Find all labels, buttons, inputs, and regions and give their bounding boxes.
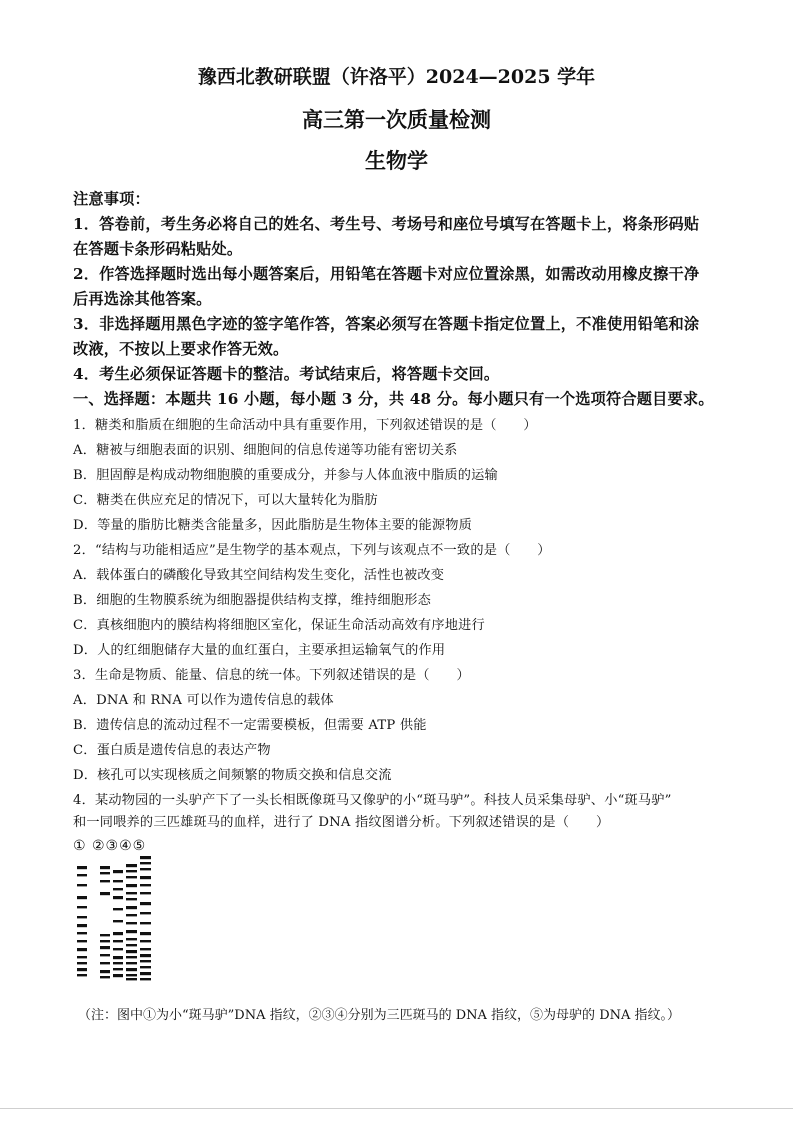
gel-band bbox=[126, 892, 137, 894]
gel-band bbox=[140, 948, 151, 950]
gel-band bbox=[100, 866, 110, 869]
gel-band bbox=[126, 968, 137, 971]
gel-band bbox=[126, 898, 137, 900]
gel-band bbox=[140, 884, 151, 886]
notice-line: 2．作答选择题时选出每小题答案后，用铅笔在答题卡对应位置涂黑，如需改动用橡皮擦干净 bbox=[73, 265, 700, 283]
question-option: B．细胞的生物膜系统为细胞器提供结构支撑，维持细胞形态 bbox=[73, 593, 431, 608]
gel-band bbox=[100, 962, 110, 964]
gel-band bbox=[100, 970, 110, 973]
dna-fingerprint-figure bbox=[73, 836, 163, 986]
gel-band bbox=[140, 892, 151, 894]
figure-note: （注：图中①为小“斑马驴”DNA 指纹，②③④分别为三匹斑马的 DNA 指纹，⑤为母驴的 DNA 指纹。） bbox=[78, 1008, 681, 1023]
gel-band bbox=[140, 868, 151, 870]
gel-lane-labels: ① ②③④⑤ bbox=[73, 838, 147, 854]
page-bottom-rule bbox=[0, 1108, 793, 1109]
gel-band bbox=[113, 908, 123, 910]
gel-band bbox=[113, 974, 123, 977]
gel-band bbox=[140, 966, 151, 968]
gel-band bbox=[113, 870, 123, 873]
gel-band bbox=[126, 974, 137, 976]
question-stem: 3．生命是物质、能量、信息的统一体。下列叙述错误的是（ ） bbox=[73, 668, 470, 683]
subject-title: 生物学 bbox=[365, 148, 428, 173]
gel-band bbox=[140, 876, 151, 879]
gel-band bbox=[113, 962, 123, 964]
gel-band bbox=[140, 960, 151, 962]
question-option: B．胆固醇是构成动物细胞膜的重要成分，并参与人体血液中脂质的运输 bbox=[73, 468, 498, 483]
gel-band bbox=[126, 956, 137, 958]
gel-band bbox=[140, 954, 151, 957]
notice-line: 改液，不按以上要求作答无效。 bbox=[73, 340, 289, 358]
gel-band bbox=[77, 896, 87, 899]
gel-band bbox=[113, 948, 123, 950]
gel-band bbox=[100, 934, 110, 936]
notice-line: 4．考生必须保证答题卡的整洁。考试结束后，将答题卡交回。 bbox=[73, 365, 500, 383]
gel-band bbox=[77, 962, 87, 964]
question-option: A．DNA 和 RNA 可以作为遗传信息的载体 bbox=[73, 693, 334, 708]
gel-band bbox=[100, 954, 110, 956]
gel-band bbox=[126, 870, 137, 872]
gel-band bbox=[77, 874, 87, 876]
question-stem: 2．“结构与功能相适应”是生物学的基本观点，下列与该观点不一致的是（ ） bbox=[73, 543, 551, 558]
gel-band bbox=[126, 922, 137, 924]
notice-line: 3．非选择题用黑色字迹的签字笔作答，答案必须写在答题卡指定位置上，不准使用铅笔和涂 bbox=[73, 315, 700, 333]
gel-band bbox=[140, 972, 151, 975]
gel-band bbox=[77, 916, 87, 918]
gel-band bbox=[113, 896, 123, 899]
gel-band bbox=[140, 902, 151, 905]
gel-band bbox=[77, 948, 87, 951]
gel-bands bbox=[77, 856, 151, 980]
gel-band bbox=[126, 978, 137, 980]
gel-band bbox=[126, 906, 137, 909]
gel-band bbox=[113, 968, 123, 970]
notice-line: 1．答卷前，考生务必将自己的姓名、考生号、考场号和座位号填写在答题卡上，将条形码贴 bbox=[73, 215, 700, 233]
gel-band bbox=[126, 962, 137, 964]
gel-band bbox=[113, 940, 123, 942]
gel-band bbox=[113, 920, 123, 922]
gel-band bbox=[140, 932, 151, 935]
gel-band bbox=[140, 856, 151, 859]
gel-band bbox=[77, 974, 87, 976]
question-option: D．等量的脂肪比糖类含能量多，因此脂肪是生物体主要的能源物质 bbox=[73, 518, 473, 533]
gel-band bbox=[126, 938, 137, 940]
question-option: A．载体蛋白的磷酸化导致其空间结构发生变化，活性也被改变 bbox=[73, 568, 445, 583]
question-option: A．糖被与细胞表面的识别、细胞间的信息传递等功能有密切关系 bbox=[73, 443, 458, 458]
gel-band bbox=[140, 978, 151, 980]
question-option: C．真核细胞内的膜结构将细胞区室化，保证生命活动高效有序地进行 bbox=[73, 618, 485, 633]
gel-band bbox=[140, 862, 151, 864]
exam-subtitle: 高三第一次质量检测 bbox=[302, 107, 491, 132]
notice-line: 后再选涂其他答案。 bbox=[73, 290, 212, 308]
gel-band bbox=[77, 968, 87, 971]
gel-band bbox=[113, 880, 123, 882]
question-option: B．遗传信息的流动过程不一定需要模板，但需要 ATP 供能 bbox=[73, 718, 427, 733]
gel-band bbox=[113, 956, 123, 959]
gel-band bbox=[126, 944, 137, 946]
question-option: C．糖类在供应充足的情况下，可以大量转化为脂肪 bbox=[73, 493, 378, 508]
question-stem: 4．某动物园的一头驴产下了一头长相既像斑马又像驴的小“斑马驴”。科技人员采集母驴、小“斑马驴” bbox=[73, 793, 672, 808]
section-heading: 一、选择题：本题共 16 小题，每小题 3 分，共 48 分。每小题只有一个选项符合题目要求。 bbox=[73, 390, 714, 408]
gel-band bbox=[77, 932, 87, 934]
gel-band bbox=[113, 932, 123, 935]
gel-band bbox=[126, 914, 137, 916]
gel-band bbox=[77, 924, 87, 927]
gel-band bbox=[77, 866, 87, 869]
gel-band bbox=[140, 940, 151, 942]
gel-band bbox=[100, 976, 110, 978]
gel-band bbox=[100, 880, 110, 882]
gel-band bbox=[126, 864, 137, 867]
question-option: D．核孔可以实现核质之间频繁的物质交换和信息交流 bbox=[73, 768, 392, 783]
gel-band bbox=[100, 946, 110, 949]
gel-band bbox=[77, 906, 87, 908]
gel-band bbox=[100, 940, 110, 942]
gel-band bbox=[100, 872, 110, 874]
gel-band bbox=[126, 950, 137, 953]
gel-band bbox=[140, 922, 151, 924]
notice-heading: 注意事项： bbox=[73, 190, 150, 208]
notice-line: 在答题卡条形码粘贴处。 bbox=[73, 240, 243, 258]
question-option: C．蛋白质是遗传信息的表达产物 bbox=[73, 743, 271, 758]
gel-band bbox=[77, 884, 87, 886]
question-stem-continued: 和一同喂养的三匹雄斑马的血样，进行了 DNA 指纹图谱分析。下列叙述错误的是（ ） bbox=[73, 815, 610, 830]
gel-band bbox=[126, 876, 137, 878]
question-stem: 1．糖类和脂质在细胞的生命活动中具有重要作用，下列叙述错误的是（ ） bbox=[73, 418, 537, 433]
gel-band bbox=[77, 940, 87, 942]
gel-band bbox=[100, 892, 110, 895]
gel-band bbox=[113, 888, 123, 890]
gel-band bbox=[126, 884, 137, 887]
gel-band bbox=[140, 912, 151, 914]
gel-band bbox=[77, 956, 87, 958]
gel-band bbox=[126, 930, 137, 933]
question-option: D．人的红细胞储存大量的血红蛋白，主要承担运输氧气的作用 bbox=[73, 643, 446, 658]
exam-title: 豫西北教研联盟（许洛平）2024—2025 学年 bbox=[197, 66, 596, 88]
